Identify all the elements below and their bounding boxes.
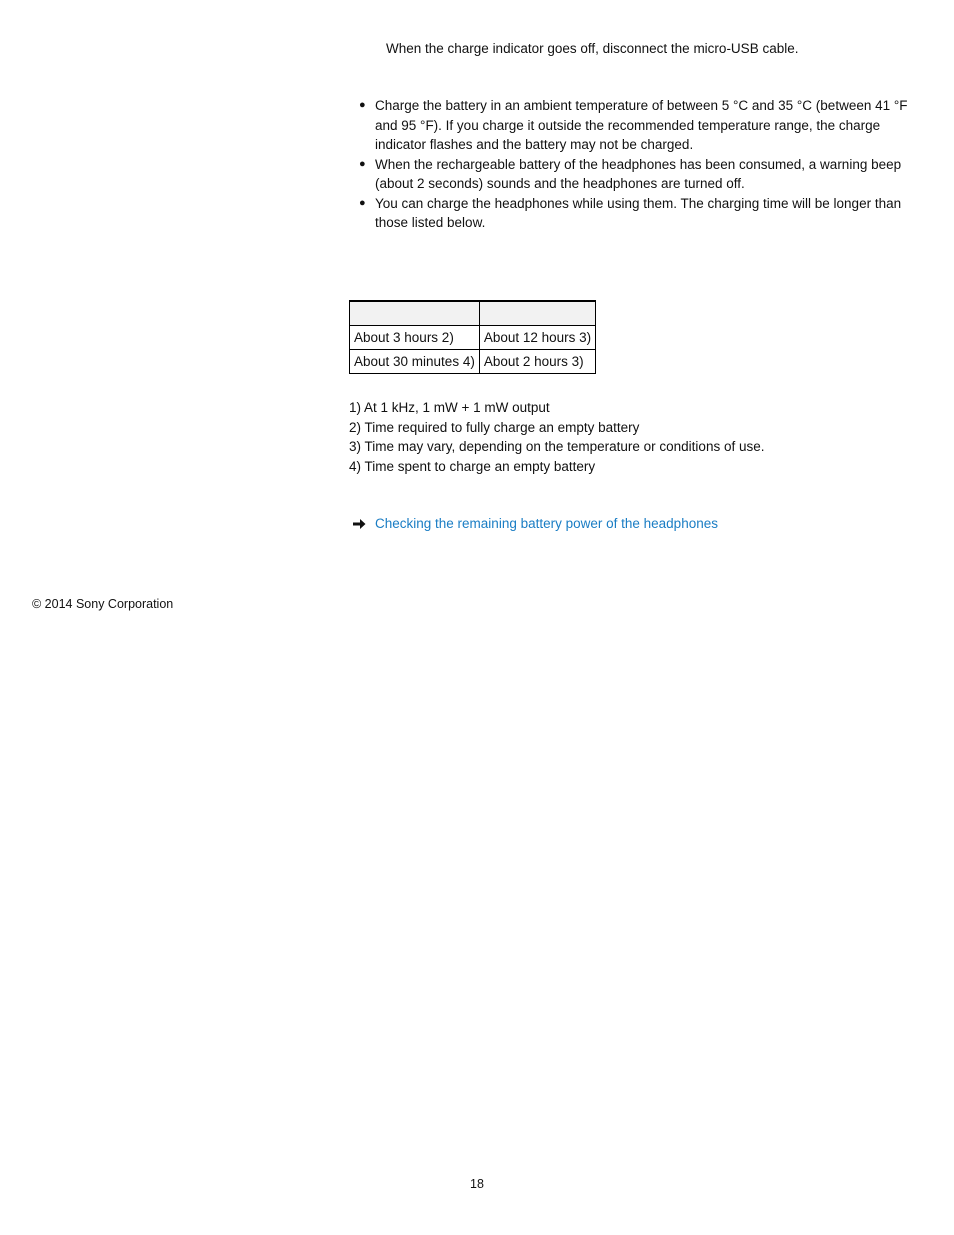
- table-header-cell: [350, 301, 480, 326]
- footnote: 1) At 1 kHz, 1 mW + 1 mW output: [349, 400, 550, 415]
- arrow-right-icon: [353, 518, 366, 530]
- table-cell: About 12 hours 3): [479, 326, 595, 350]
- copyright: © 2014 Sony Corporation: [32, 597, 174, 611]
- list-item: [357, 194, 917, 233]
- charging-time-table: [349, 300, 596, 374]
- footnotes: [349, 398, 764, 476]
- related-topic: [353, 516, 718, 531]
- table-header-cell: [479, 301, 595, 326]
- bullet-icon: ●: [359, 157, 366, 170]
- note-text: You can charge the headphones while using them. The charging time will be longer than those listed below.: [375, 195, 902, 230]
- note-text: Charge the battery in an ambient temperature of between 5 °C and 35 °C (between 41 °F and 95 °F). If you charge it outside the recommended temperature range, the charge indicator flashes and the battery may not be charged.: [375, 98, 908, 152]
- table-header-row: [350, 301, 596, 326]
- table-cell: About 3 hours 2): [350, 326, 480, 350]
- list-item: [357, 155, 917, 194]
- list-item: [357, 96, 917, 155]
- notes-list: [357, 96, 917, 233]
- table-row: [350, 326, 596, 350]
- footnote: 3) Time may vary, depending on the temperature or conditions of use.: [349, 439, 765, 454]
- footnote: 2) Time required to fully charge an empty battery: [349, 419, 640, 435]
- page-number: 18: [470, 1177, 484, 1191]
- note-text: When the rechargeable battery of the headphones has been consumed, a warning beep (about 2 seconds) sounds and the headphones are turned off.: [375, 156, 902, 191]
- bullet-icon: ●: [359, 196, 366, 209]
- bullet-icon: ●: [359, 99, 366, 111]
- table-cell: About 30 minutes 4): [350, 350, 480, 374]
- table-cell: About 2 hours 3): [479, 350, 595, 374]
- table-row: [350, 350, 596, 374]
- step-note: When the charge indicator goes off, disconnect the micro-USB cable.: [386, 41, 799, 56]
- footnote: 4) Time spent to charge an empty battery: [349, 458, 596, 474]
- related-topic-link[interactable]: Checking the remaining battery power of the headphones: [375, 516, 718, 531]
